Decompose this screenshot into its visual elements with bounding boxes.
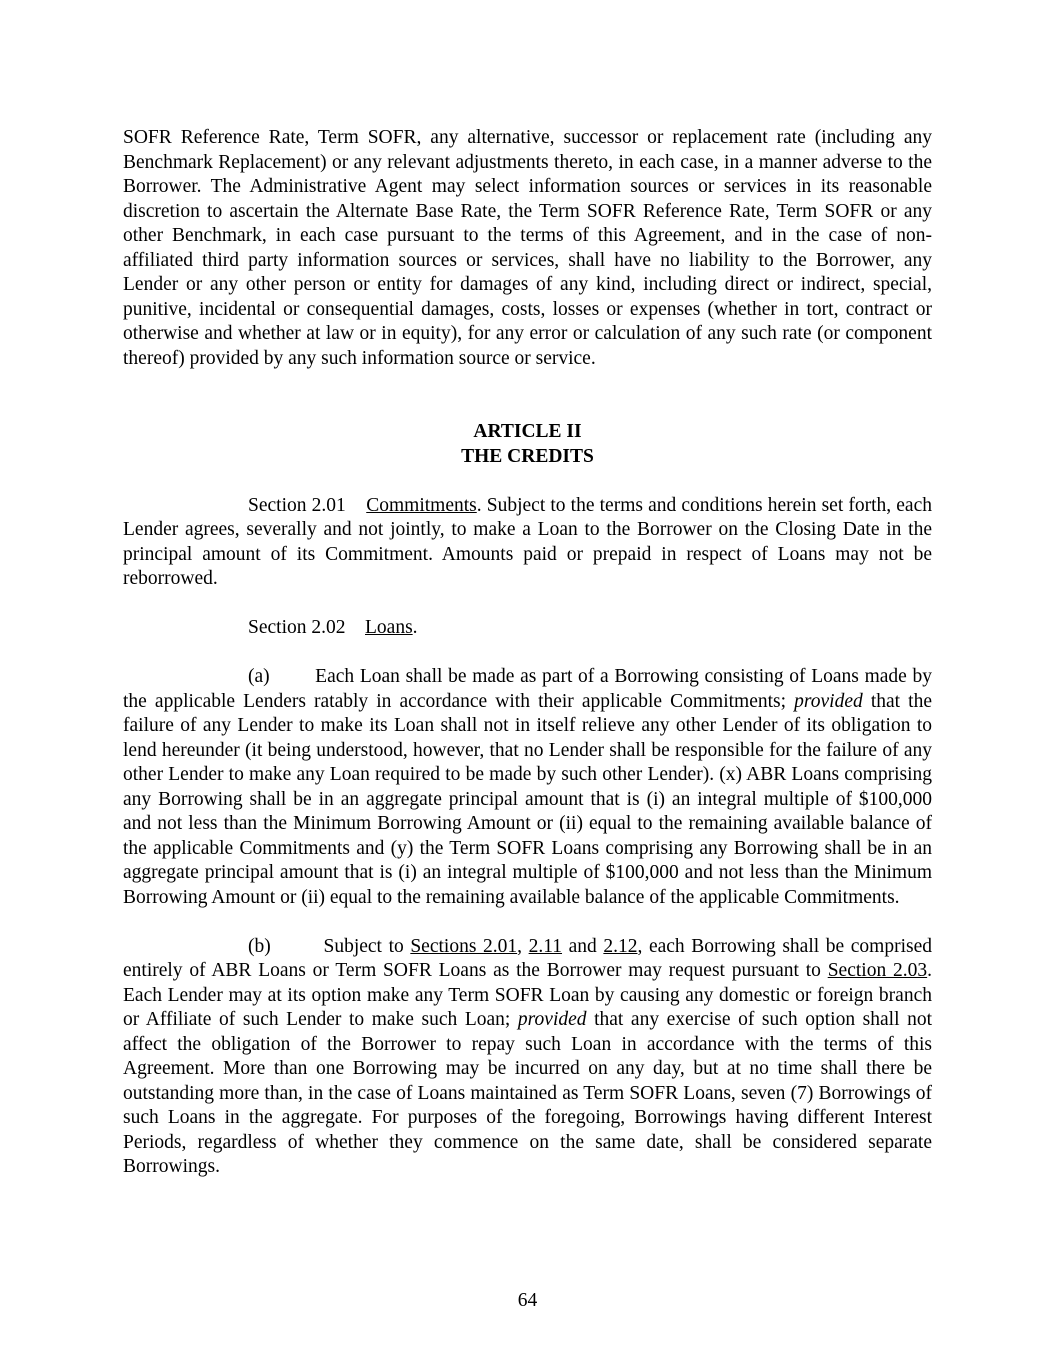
section-2-02-heading: Section 2.02 Loans. [248, 617, 418, 638]
section-2-01-paragraph: Section 2.01 Commitments. Subject to the terms and conditions herein set forth, each Lender agrees, severally and not jointly, to make a Loan to the Borrower on the Closing Date in the principal amount of its Commitment. Amounts paid or prepaid in respect of Loans may not be reborrowed. [123, 494, 932, 589]
page-number: 64 [517, 1289, 538, 1311]
article-heading-line2: THE CREDITS [461, 445, 594, 467]
article-heading-line1: ARTICLE II [473, 421, 582, 442]
paragraph-a: (a) Each Loan shall be made as part of a Borrowing consisting of Loans made by the applicable Lenders ratably in accordance with their applicable Commitments; provided that the failure of any Lender to make its Loan shall not in itself relieve any other Lender of its obligation to lend hereunder (it being understood, however, that no Lender shall be responsible for the failure of any other Lender to make any Loan required to be made by such other Lender). (x) ABR Loans comprising any Borrowing shall be in an aggregate principal amount that is (i) an integral multiple of $100,000 and not less than the Minimum Borrowing Amount or (ii) equal to the remaining available balance of the applicable Commitments and (y) the Term SOFR Loans comprising any Borrowing shall be in an aggregate principal amount that is (i) an integral multiple of $100,000 and not less than the Minimum Borrowing Amount or (ii) equal to the remaining available balance of the applicable Commitments. [123, 666, 932, 908]
continuation-paragraph: SOFR Reference Rate, Term SOFR, any alternative, successor or replacement rate (including any Benchmark Replacement) or any relevant adjustments thereto, in each case, in a manner adverse to the Borrower. The Administrative Agent may select information sources or services in its reasonable discretion to ascertain the Alternate Base Rate, the Term SOFR Reference Rate, Term SOFR or any other Benchmark, in each case pursuant to the terms of this Agreement, and in the case of non-affiliated third party information sources or services, shall have no liability to the Borrower, any Lender or any other person or entity for damages of any kind, including direct or indirect, special, punitive, incidental or consequential damages, costs, losses or expenses (whether in tort, contract or otherwise and whether at law or in equity), for any error or calculation of any such rate (or component thereof) provided by any such information source or service. [123, 127, 932, 369]
article-heading [123, 420, 932, 469]
paragraph-b: (b) Subject to Sections 2.01, 2.11 and 2.12, each Borrowing shall be comprised entirely of ABR Loans or Term SOFR Loans as the Borrower may request pursuant to Section 2.03. Each Lender may at its option make any Term SOFR Loan by causing any domestic or foreign branch or Affiliate of such Lender to make such Loan; provided that any exercise of such option shall not affect the obligation of the Borrower to repay such Loan in accordance with the terms of this Agreement. More than one Borrowing may be incurred on any day, but at no time shall there be outstanding more than, in the case of Loans maintained as Term SOFR Loans, seven (7) Borrowings of such Loans in the aggregate. For purposes of the foregoing, Borrowings having different Interest Periods, regardless of whether they commence on the same date, shall be considered separate Borrowings. [123, 935, 932, 1177]
